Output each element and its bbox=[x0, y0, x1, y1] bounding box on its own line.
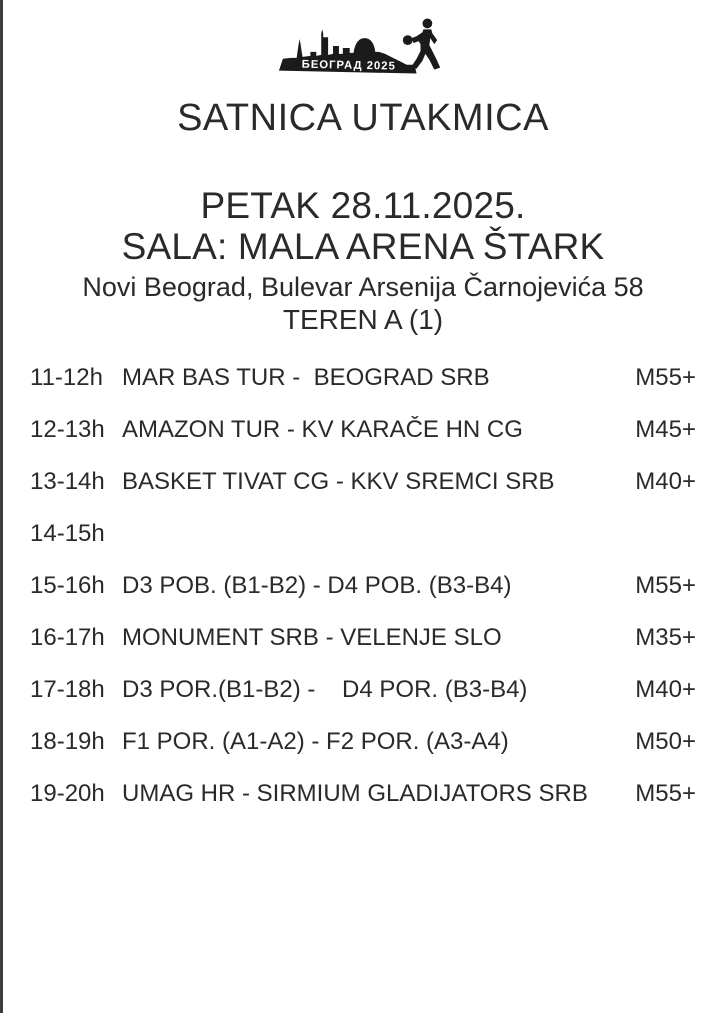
schedule-list bbox=[30, 352, 696, 820]
match-teams: F1 POR. (A1-A2) - F2 POR. (A3-A4) bbox=[122, 728, 509, 755]
event-venue: SALA: MALA ARENA ŠTARK bbox=[121, 226, 605, 267]
schedule-row bbox=[30, 768, 696, 820]
match-category: M55+ bbox=[635, 364, 696, 391]
basketball-icon bbox=[403, 35, 413, 45]
match-time: 12-13h bbox=[30, 416, 105, 443]
match-teams: MONUMENT SRB - VELENJE SLO bbox=[122, 624, 502, 651]
match-category: M55+ bbox=[635, 572, 696, 599]
match-time: 15-16h bbox=[30, 572, 105, 599]
schedule-row bbox=[30, 508, 696, 560]
match-time: 13-14h bbox=[30, 468, 105, 495]
match-category: M45+ bbox=[635, 416, 696, 443]
match-category: M55+ bbox=[635, 780, 696, 807]
event-court: TEREN A (1) bbox=[282, 304, 444, 335]
match-teams: BASKET TIVAT CG - KKV SREMCI SRB bbox=[122, 468, 555, 495]
match-category: M40+ bbox=[635, 676, 696, 703]
match-time: 11-12h bbox=[30, 364, 103, 391]
page-title: SATNICA UTAKMICA bbox=[177, 97, 549, 139]
scan-edge-line bbox=[0, 0, 3, 1013]
schedule-row bbox=[30, 352, 696, 404]
schedule-row bbox=[30, 404, 696, 456]
match-time: 19-20h bbox=[30, 780, 105, 807]
beograd-2025-logo bbox=[277, 13, 449, 83]
match-category: M35+ bbox=[635, 624, 696, 651]
schedule-row bbox=[30, 456, 696, 508]
match-teams: AMAZON TUR - KV KARAČE HN CG bbox=[122, 416, 523, 443]
schedule-row bbox=[30, 716, 696, 768]
event-info-block bbox=[0, 185, 726, 336]
match-time: 18-19h bbox=[30, 728, 105, 755]
schedule-row bbox=[30, 664, 696, 716]
event-date: PETAK 28.11.2025. bbox=[200, 185, 526, 226]
match-category: M50+ bbox=[635, 728, 696, 755]
basketball-player-icon bbox=[403, 19, 440, 70]
schedule-row bbox=[30, 560, 696, 612]
match-teams: UMAG HR - SIRMIUM GLADIJATORS SRB bbox=[122, 780, 588, 807]
match-teams: D3 POB. (B1-B2) - D4 POB. (B3-B4) bbox=[122, 572, 512, 599]
match-time: 14-15h bbox=[30, 520, 105, 547]
event-address: Novi Beograd, Bulevar Arsenija Čarnojevića 58 bbox=[82, 272, 644, 302]
schedule-row bbox=[30, 612, 696, 664]
logo-year-text: БЕОГРАД 2025 bbox=[301, 58, 396, 73]
match-teams: MAR BAS TUR - BEOGRAD SRB bbox=[122, 364, 490, 391]
match-teams: D3 POR.(B1-B2) - D4 POR. (B3-B4) bbox=[122, 676, 528, 703]
match-time: 17-18h bbox=[30, 676, 105, 703]
match-time: 16-17h bbox=[30, 624, 105, 651]
match-category: M40+ bbox=[635, 468, 696, 495]
